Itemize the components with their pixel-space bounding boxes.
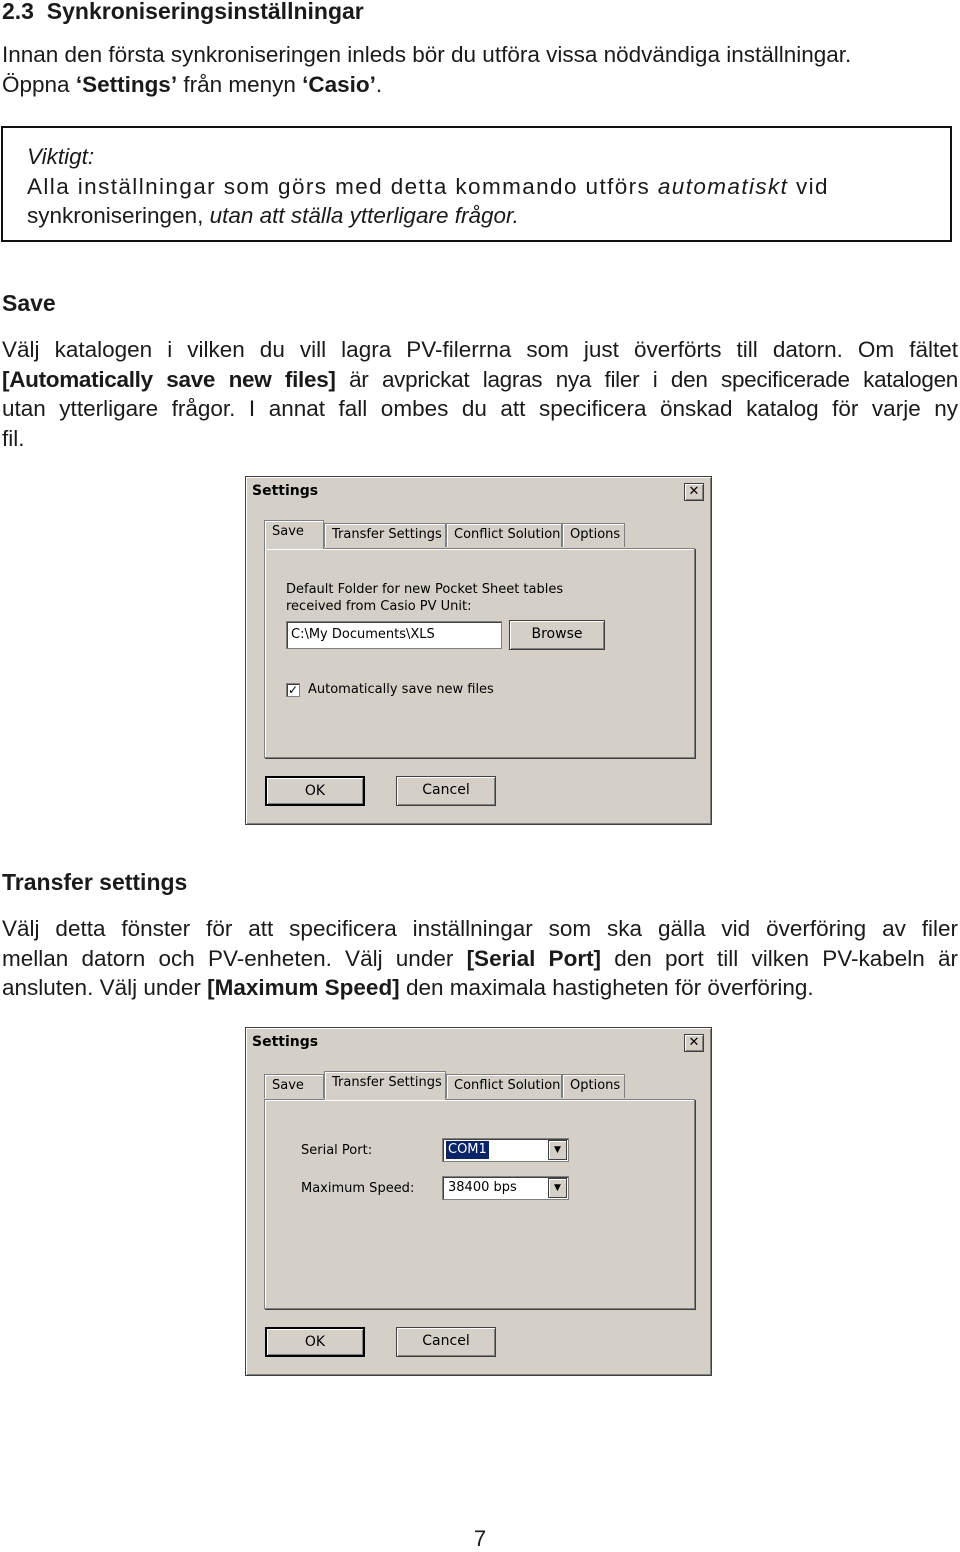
settings-dialog-save: [245, 476, 712, 825]
serial-port-ref: [Serial Port]: [466, 945, 602, 971]
note-emphasis: automatiskt: [657, 173, 789, 199]
max-speed-label: Maximum Speed:: [301, 1181, 415, 1196]
transfer-text: den port till vilken PV-kabeln är: [601, 945, 959, 971]
save-text: är avprickat lagras nya filer i den specificerade katalogen: [335, 366, 959, 392]
tab-transfer-settings[interactable]: Transfer Settings: [324, 523, 446, 547]
ok-button[interactable]: OK: [265, 776, 365, 806]
dialog-title: Settings: [252, 483, 319, 499]
menu-casio-ref: ‘Casio’: [302, 71, 376, 97]
tab-conflict-solution[interactable]: Conflict Solution: [446, 523, 562, 547]
transfer-text: ansluten. Välj under: [2, 975, 208, 1000]
dialog-title: Settings: [252, 1034, 319, 1050]
settings-dialog-transfer: [245, 1027, 712, 1376]
max-speed-dropdown[interactable]: [442, 1176, 569, 1200]
page-number: 7: [473, 1526, 487, 1551]
intro-line-2: [2, 70, 958, 100]
close-button[interactable]: ✕: [684, 1034, 704, 1052]
transfer-text: den maximala hastigheten för överföring.: [399, 975, 814, 1000]
ok-button[interactable]: OK: [265, 1327, 365, 1357]
dropdown-arrow-icon[interactable]: ▼: [548, 1140, 567, 1160]
browse-button[interactable]: Browse: [509, 620, 605, 650]
transfer-heading: Transfer settings: [2, 869, 188, 895]
auto-save-label[interactable]: Automatically save new files: [308, 682, 494, 697]
note-text: vid: [788, 173, 829, 199]
note-line-1: [27, 172, 935, 202]
transfer-line-2: [2, 944, 958, 974]
save-field-ref: [Automatically save new files]: [2, 366, 336, 392]
tab-conflict-solution[interactable]: Conflict Solution: [446, 1074, 562, 1098]
serial-port-label: Serial Port:: [301, 1143, 373, 1158]
transfer-line-3: [2, 973, 958, 1003]
save-line-3: utan ytterligare frågor. I annat fall ombes du att specificera önskad katalog för varje ny: [2, 396, 958, 421]
intro-text: .: [375, 71, 383, 97]
tab-options[interactable]: Options: [562, 523, 625, 547]
note-label: Viktigt:: [27, 144, 95, 169]
cancel-button[interactable]: Cancel: [396, 776, 496, 806]
intro-text: Öppna: [2, 71, 76, 97]
transfer-tab-panel: [264, 1099, 695, 1309]
section-title: Synkroniseringsinställningar: [46, 0, 364, 24]
note-text: Alla inställningar som görs med detta kommando utförs: [27, 173, 658, 199]
save-line-1: Välj katalogen i vilken du vill lagra PV-filerrna som just överförts till datorn. Om fältet: [2, 337, 958, 362]
note-line-2: [27, 201, 935, 231]
transfer-line-1: Välj detta fönster för att specificera inställningar som ska gälla vid överföring av filer: [2, 916, 958, 941]
default-folder-input[interactable]: C:\My Documents\XLS: [286, 621, 502, 649]
max-speed-ref: [Maximum Speed]: [207, 975, 400, 1000]
save-paragraph: [2, 335, 958, 453]
tab-transfer-settings[interactable]: Transfer Settings: [324, 1071, 446, 1100]
save-line-2: [2, 365, 958, 395]
dialog-titlebar: [249, 1031, 708, 1055]
serial-port-dropdown[interactable]: [442, 1138, 569, 1162]
save-tab-panel: [264, 548, 695, 758]
transfer-text: mellan datorn och PV-enheten. Välj under: [2, 945, 467, 971]
section-number: 2.3: [2, 0, 34, 24]
max-speed-value: 38400 bps: [448, 1180, 517, 1195]
intro-paragraph: [2, 40, 958, 99]
note-text: synkroniseringen,: [27, 203, 210, 228]
auto-save-checkbox[interactable]: ✓: [287, 683, 299, 697]
section-heading: [2, 0, 364, 25]
intro-line-1: Innan den första synkroniseringen inleds bör du utföra vissa nödvändiga inställningar.: [2, 42, 852, 67]
folder-label-line-1: Default Folder for new Pocket Sheet tables: [286, 582, 564, 597]
transfer-paragraph: [2, 914, 958, 1003]
dropdown-arrow-icon[interactable]: ▼: [548, 1178, 567, 1198]
menu-settings-ref: ‘Settings’: [75, 71, 178, 97]
close-button[interactable]: ✕: [684, 483, 704, 501]
intro-text: från menyn: [177, 71, 303, 97]
important-note-box: [1, 126, 952, 242]
tab-save[interactable]: Save: [264, 1074, 324, 1098]
save-heading: Save: [2, 290, 56, 316]
note-emphasis: utan att ställa ytterligare frågor.: [209, 203, 519, 228]
dialog-titlebar: [249, 480, 708, 504]
folder-label-line-2: received from Casio PV Unit:: [286, 599, 472, 614]
tab-save[interactable]: Save: [264, 520, 324, 549]
serial-port-value: COM1: [448, 1142, 487, 1157]
save-line-4: fil.: [2, 425, 25, 451]
tab-options[interactable]: Options: [562, 1074, 625, 1098]
cancel-button[interactable]: Cancel: [396, 1327, 496, 1357]
